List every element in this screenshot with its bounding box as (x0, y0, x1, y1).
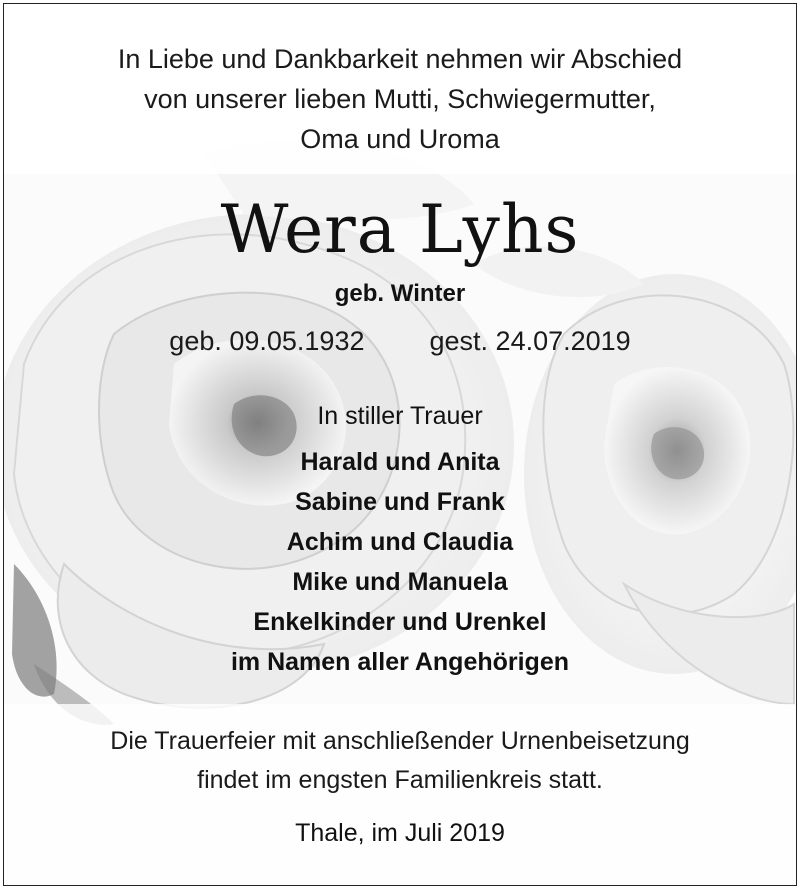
mourning-heading: In stiller Trauer (317, 402, 483, 430)
obituary-text (4, 4, 796, 885)
birth-date: geb. 09.05.1932 (169, 326, 365, 356)
intro-line-2: von unserer lieben Mutti, Schwiegermutter, (144, 84, 656, 114)
intro-line-1: In Liebe und Dankbarkeit nehmen wir Abschied (117, 44, 683, 74)
funeral-line-2: findet im engsten Familienkreis statt. (197, 766, 603, 794)
mourner-1: Harald und Anita (300, 448, 500, 476)
death-date: gest. 24.07.2019 (429, 326, 631, 356)
maiden-name: geb. Winter (334, 280, 466, 307)
mourner-2: Sabine und Frank (295, 488, 505, 516)
mourner-6: im Namen aller Angehörigen (230, 648, 570, 676)
deceased-name: Wera Lyhs (220, 191, 580, 268)
life-dates (4, 326, 796, 357)
obituary-card (3, 3, 797, 886)
mourner-3: Achim und Claudia (286, 528, 514, 556)
place-date: Thale, im Juli 2019 (295, 819, 505, 847)
mourner-5: Enkelkinder und Urenkel (253, 608, 547, 636)
intro-line-3: Oma und Uroma (300, 124, 500, 154)
funeral-line-1: Die Trauerfeier mit anschließender Urnenbeisetzung (110, 727, 690, 755)
mourner-4: Mike und Manuela (292, 568, 508, 596)
